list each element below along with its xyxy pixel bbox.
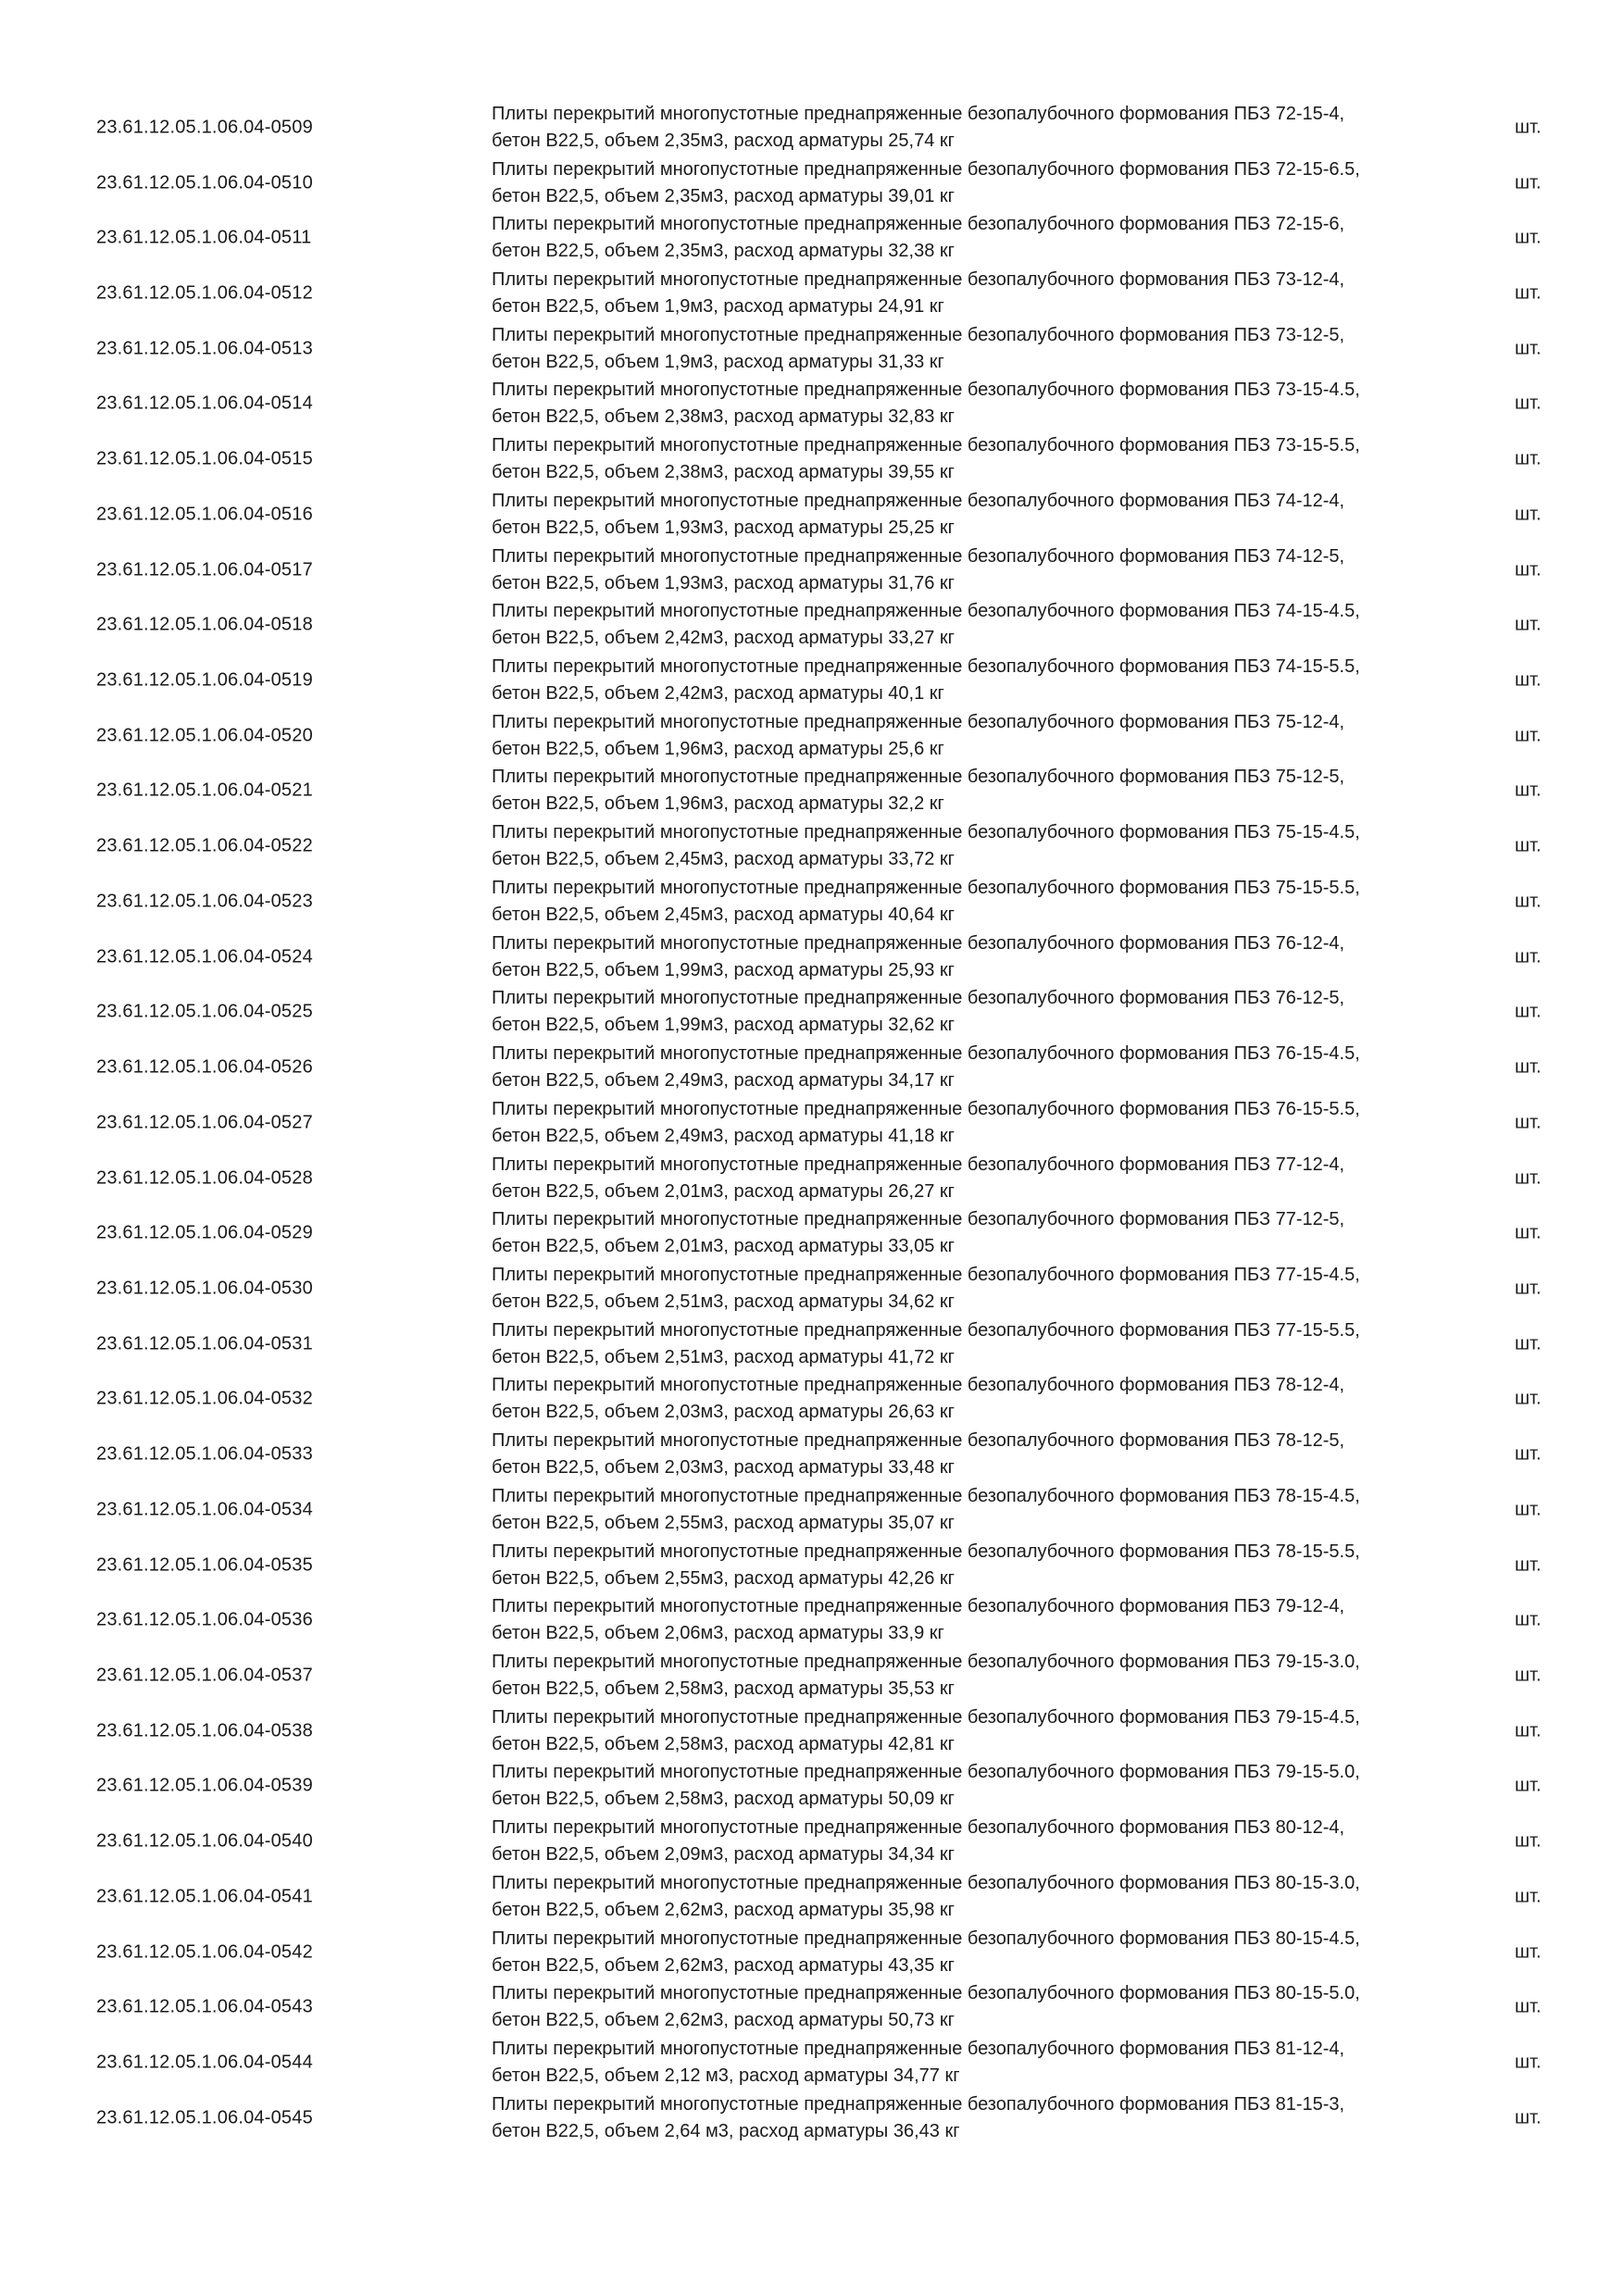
resource-description	[492, 1317, 1473, 1371]
resource-code: 23.61.12.05.1.06.04-0509	[96, 117, 313, 138]
resource-description	[492, 1428, 1473, 1481]
resource-description	[492, 1262, 1473, 1316]
resource-description	[492, 1152, 1473, 1205]
table-row	[0, 653, 1624, 708]
description-line-1: Плиты перекрытий многопустотные преднапряженные безопалубочного формования ПБЗ 73-15-4.5,	[492, 380, 1360, 401]
description-line-1: Плиты перекрытий многопустотные преднапряженные безопалубочного формования ПБЗ 74-15-4.5,	[492, 601, 1360, 622]
table-row	[0, 1648, 1624, 1703]
table-row	[0, 1814, 1624, 1869]
description-line-2: бетон В22,5, объем 2,49м3, расход арматуры 34,17 кг	[492, 1070, 955, 1092]
description-line-2: бетон В22,5, объем 2,62м3, расход арматуры 50,73 кг	[492, 2010, 955, 2031]
resource-description	[492, 2036, 1473, 2090]
description-line-1: Плиты перекрытий многопустотные преднапряженные безопалубочного формования ПБЗ 73-12-5,	[492, 324, 1345, 345]
resource-description	[492, 985, 1473, 1039]
table-row	[0, 1979, 1624, 2035]
description-line-1: Плиты перекрытий многопустотные преднапряженные безопалубочного формования ПБЗ 77-15-4.5,	[492, 1264, 1360, 1285]
description-line-1: Плиты перекрытий многопустотные преднапряженные безопалубочного формования ПБЗ 73-15-5.5,	[492, 435, 1360, 456]
description-line-2: бетон В22,5, объем 2,45м3, расход арматуры 33,72 кг	[492, 849, 955, 870]
table-row	[0, 1482, 1624, 1538]
resource-description	[492, 1041, 1473, 1094]
description-line-2: бетон В22,5, объем 2,49м3, расход арматуры 41,18 кг	[492, 1125, 955, 1146]
description-line-2: бетон В22,5, объем 2,51м3, расход арматуры 41,72 кг	[492, 1346, 955, 1367]
resource-code: 23.61.12.05.1.06.04-0519	[96, 669, 313, 691]
unit-of-measure: шт.	[1515, 1609, 1542, 1630]
unit-of-measure: шт.	[1515, 946, 1542, 967]
resource-description	[492, 1539, 1473, 1592]
description-line-1: Плиты перекрытий многопустотные преднапряженные безопалубочного формования ПБЗ 75-15-4.5,	[492, 822, 1360, 843]
table-row	[0, 2090, 1624, 2146]
description-line-2: бетон В22,5, объем 1,96м3, расход арматуры 25,6 кг	[492, 738, 944, 759]
description-line-1: Плиты перекрытий многопустотные преднапряженные безопалубочного формования ПБЗ 75-12-4,	[492, 711, 1345, 732]
table-row	[0, 1316, 1624, 1372]
resource-description	[492, 1980, 1473, 2034]
unit-of-measure: шт.	[1515, 1830, 1542, 1852]
description-line-2: бетон В22,5, объем 2,35м3, расход арматуры 39,01 кг	[492, 185, 955, 206]
unit-of-measure: шт.	[1515, 1388, 1542, 1409]
resource-code: 23.61.12.05.1.06.04-0516	[96, 504, 313, 525]
table-row	[0, 266, 1624, 321]
description-line-1: Плиты перекрытий многопустотные преднапряженные безопалубочного формования ПБЗ 80-15-3.0,	[492, 1872, 1360, 1893]
resource-code: 23.61.12.05.1.06.04-0531	[96, 1333, 313, 1354]
unit-of-measure: шт.	[1515, 1941, 1542, 1963]
price-table	[0, 100, 1624, 2146]
description-line-1: Плиты перекрытий многопустотные преднапряженные безопалубочного формования ПБЗ 80-15-4.5,	[492, 1928, 1360, 1949]
description-line-2: бетон В22,5, объем 1,93м3, расход арматуры 31,76 кг	[492, 572, 955, 593]
resource-description	[492, 1815, 1473, 1868]
resource-code: 23.61.12.05.1.06.04-0544	[96, 2052, 313, 2073]
unit-of-measure: шт.	[1515, 117, 1542, 138]
resource-code: 23.61.12.05.1.06.04-0513	[96, 338, 313, 359]
resource-code: 23.61.12.05.1.06.04-0545	[96, 2107, 313, 2128]
unit-of-measure: шт.	[1515, 1720, 1542, 1741]
resource-description	[492, 1870, 1473, 1924]
table-row	[0, 100, 1624, 156]
description-line-2: бетон В22,5, объем 1,9м3, расход арматуры 24,91 кг	[492, 296, 944, 318]
table-row	[0, 321, 1624, 377]
resource-code: 23.61.12.05.1.06.04-0542	[96, 1941, 313, 1963]
resource-code: 23.61.12.05.1.06.04-0534	[96, 1499, 313, 1520]
unit-of-measure: шт.	[1515, 780, 1542, 801]
resource-description	[492, 598, 1473, 652]
resource-code: 23.61.12.05.1.06.04-0528	[96, 1167, 313, 1189]
resource-description	[492, 1759, 1473, 1813]
resource-description	[492, 543, 1473, 597]
unit-of-measure: шт.	[1515, 1112, 1542, 1133]
unit-of-measure: шт.	[1515, 1333, 1542, 1354]
unit-of-measure: шт.	[1515, 1665, 1542, 1686]
description-line-2: бетон В22,5, объем 2,45м3, расход арматуры 40,64 кг	[492, 904, 955, 925]
description-line-1: Плиты перекрытий многопустотные преднапряженные безопалубочного формования ПБЗ 78-15-4.5,	[492, 1485, 1360, 1506]
resource-description	[492, 156, 1473, 210]
description-line-1: Плиты перекрытий многопустотные преднапряженные безопалубочного формования ПБЗ 76-15-4.5,	[492, 1043, 1360, 1065]
unit-of-measure: шт.	[1515, 559, 1542, 580]
description-line-1: Плиты перекрытий многопустотные преднапряженные безопалубочного формования ПБЗ 73-12-4,	[492, 269, 1345, 291]
description-line-1: Плиты перекрытий многопустотные преднапряженные безопалубочного формования ПБЗ 79-15-3.0,	[492, 1651, 1360, 1672]
resource-description	[492, 875, 1473, 929]
table-row	[0, 764, 1624, 819]
table-row	[0, 377, 1624, 432]
resource-code: 23.61.12.05.1.06.04-0540	[96, 1830, 313, 1852]
unit-of-measure: шт.	[1515, 1167, 1542, 1189]
resource-description	[492, 1483, 1473, 1537]
unit-of-measure: шт.	[1515, 2107, 1542, 2128]
resource-code: 23.61.12.05.1.06.04-0514	[96, 393, 313, 414]
resource-code: 23.61.12.05.1.06.04-0536	[96, 1609, 313, 1630]
table-row	[0, 1538, 1624, 1593]
resource-code: 23.61.12.05.1.06.04-0538	[96, 1720, 313, 1741]
description-line-2: бетон В22,5, объем 2,35м3, расход арматуры 32,38 кг	[492, 241, 955, 262]
description-line-1: Плиты перекрытий многопустотные преднапряженные безопалубочного формования ПБЗ 78-15-5.5,	[492, 1541, 1360, 1562]
table-row	[0, 1869, 1624, 1925]
description-line-2: бетон В22,5, объем 2,01м3, расход арматуры 33,05 кг	[492, 1236, 955, 1257]
resource-code: 23.61.12.05.1.06.04-0525	[96, 1001, 313, 1022]
unit-of-measure: шт.	[1515, 1554, 1542, 1576]
description-line-2: бетон В22,5, объем 2,55м3, расход арматуры 35,07 кг	[492, 1512, 955, 1533]
description-line-2: бетон В22,5, объем 2,06м3, расход арматуры 33,9 кг	[492, 1623, 944, 1644]
description-line-2: бетон В22,5, объем 2,42м3, расход арматуры 40,1 кг	[492, 683, 944, 705]
unit-of-measure: шт.	[1515, 172, 1542, 193]
description-line-2: бетон В22,5, объем 1,93м3, расход арматуры 25,25 кг	[492, 517, 955, 538]
table-row	[0, 1151, 1624, 1206]
unit-of-measure: шт.	[1515, 282, 1542, 304]
description-line-2: бетон В22,5, объем 1,99м3, расход арматуры 32,62 кг	[492, 1015, 955, 1036]
description-line-1: Плиты перекрытий многопустотные преднапряженные безопалубочного формования ПБЗ 80-12-4,	[492, 1817, 1345, 1839]
resource-description	[492, 1206, 1473, 1260]
table-row	[0, 1261, 1624, 1316]
table-row	[0, 156, 1624, 211]
resource-code: 23.61.12.05.1.06.04-0511	[96, 227, 312, 248]
resource-description	[492, 101, 1473, 155]
description-line-1: Плиты перекрытий многопустотные преднапряженные безопалубочного формования ПБЗ 78-12-4,	[492, 1375, 1345, 1396]
description-line-2: бетон В22,5, объем 2,62м3, расход арматуры 43,35 кг	[492, 1954, 955, 1976]
description-line-2: бетон В22,5, объем 2,01м3, расход арматуры 26,27 кг	[492, 1180, 955, 1202]
description-line-1: Плиты перекрытий многопустотные преднапряженные безопалубочного формования ПБЗ 74-12-5,	[492, 545, 1345, 567]
resource-description	[492, 1096, 1473, 1150]
description-line-2: бетон В22,5, объем 2,09м3, расход арматуры 34,34 кг	[492, 1844, 955, 1866]
description-line-2: бетон В22,5, объем 2,58м3, расход арматуры 42,81 кг	[492, 1733, 955, 1754]
resource-code: 23.61.12.05.1.06.04-0537	[96, 1665, 313, 1686]
table-row	[0, 597, 1624, 653]
resource-code: 23.61.12.05.1.06.04-0522	[96, 835, 313, 856]
description-line-1: Плиты перекрытий многопустотные преднапряженные безопалубочного формования ПБЗ 80-15-5.0,	[492, 1983, 1360, 2004]
description-line-1: Плиты перекрытий многопустотные преднапряженные безопалубочного формования ПБЗ 74-15-5.5,	[492, 656, 1360, 678]
resource-code: 23.61.12.05.1.06.04-0521	[96, 780, 313, 801]
table-row	[0, 708, 1624, 764]
table-row	[0, 1703, 1624, 1759]
resource-code: 23.61.12.05.1.06.04-0532	[96, 1388, 313, 1409]
resource-code: 23.61.12.05.1.06.04-0518	[96, 614, 313, 635]
resource-code: 23.61.12.05.1.06.04-0510	[96, 172, 313, 193]
description-line-2: бетон В22,5, объем 2,64 м3, расход арматуры 36,43 кг	[492, 2120, 960, 2141]
resource-description	[492, 764, 1473, 817]
table-row	[0, 1040, 1624, 1095]
resource-description	[492, 1372, 1473, 1426]
table-row	[0, 874, 1624, 930]
description-line-1: Плиты перекрытий многопустотные преднапряженные безопалубочного формования ПБЗ 72-15-6.5,	[492, 158, 1360, 180]
table-row	[0, 431, 1624, 487]
table-row	[0, 1205, 1624, 1261]
description-line-1: Плиты перекрытий многопустотные преднапряженные безопалубочного формования ПБЗ 77-15-5.5,	[492, 1319, 1360, 1341]
resource-code: 23.61.12.05.1.06.04-0527	[96, 1112, 313, 1133]
table-row	[0, 818, 1624, 874]
description-line-2: бетон В22,5, объем 2,62м3, расход арматуры 35,98 кг	[492, 1899, 955, 1920]
resource-code: 23.61.12.05.1.06.04-0529	[96, 1222, 313, 1243]
unit-of-measure: шт.	[1515, 1001, 1542, 1022]
resource-code: 23.61.12.05.1.06.04-0517	[96, 559, 313, 580]
unit-of-measure: шт.	[1515, 1886, 1542, 1907]
table-row	[0, 1372, 1624, 1428]
description-line-1: Плиты перекрытий многопустотные преднапряженные безопалубочного формования ПБЗ 72-15-6,	[492, 214, 1345, 235]
unit-of-measure: шт.	[1515, 725, 1542, 746]
description-line-1: Плиты перекрытий многопустотные преднапряженные безопалубочного формования ПБЗ 79-15-5.0,	[492, 1762, 1360, 1783]
resource-code: 23.61.12.05.1.06.04-0533	[96, 1443, 313, 1465]
unit-of-measure: шт.	[1515, 448, 1542, 469]
description-line-1: Плиты перекрытий многопустотные преднапряженные безопалубочного формования ПБЗ 76-12-5,	[492, 988, 1345, 1009]
resource-description	[492, 709, 1473, 763]
description-line-1: Плиты перекрытий многопустотные преднапряженные безопалубочного формования ПБЗ 81-15-3,	[492, 2093, 1345, 2115]
table-row	[0, 210, 1624, 266]
unit-of-measure: шт.	[1515, 2052, 1542, 2073]
description-line-2: бетон В22,5, объем 2,51м3, расход арматуры 34,62 кг	[492, 1291, 955, 1312]
description-line-2: бетон В22,5, объем 1,99м3, расход арматуры 25,93 кг	[492, 959, 955, 980]
resource-description	[492, 488, 1473, 542]
description-line-1: Плиты перекрытий многопустотные преднапряженные безопалубочного формования ПБЗ 77-12-4,	[492, 1154, 1345, 1175]
resource-code: 23.61.12.05.1.06.04-0515	[96, 448, 313, 469]
resource-description	[492, 322, 1473, 376]
resource-description	[492, 377, 1473, 430]
unit-of-measure: шт.	[1515, 393, 1542, 414]
resource-description	[492, 1704, 1473, 1758]
description-line-2: бетон В22,5, объем 2,38м3, расход арматуры 32,83 кг	[492, 406, 955, 428]
resource-code: 23.61.12.05.1.06.04-0512	[96, 282, 313, 304]
table-row	[0, 1759, 1624, 1815]
resource-description	[492, 930, 1473, 984]
description-line-1: Плиты перекрытий многопустотные преднапряженные безопалубочного формования ПБЗ 78-12-5,	[492, 1430, 1345, 1452]
resource-description	[492, 1593, 1473, 1647]
description-line-2: бетон В22,5, объем 1,96м3, расход арматуры 32,2 кг	[492, 793, 944, 815]
resource-description	[492, 1649, 1473, 1703]
description-line-1: Плиты перекрытий многопустотные преднапряженные безопалубочного формования ПБЗ 79-15-4.5,	[492, 1706, 1360, 1728]
table-row	[0, 1095, 1624, 1151]
resource-code: 23.61.12.05.1.06.04-0541	[96, 1886, 313, 1907]
unit-of-measure: шт.	[1515, 614, 1542, 635]
unit-of-measure: шт.	[1515, 1996, 1542, 2017]
description-line-1: Плиты перекрытий многопустотные преднапряженные безопалубочного формования ПБЗ 81-12-4,	[492, 2039, 1345, 2060]
table-row	[0, 1925, 1624, 1980]
unit-of-measure: шт.	[1515, 1499, 1542, 1520]
resource-description	[492, 819, 1473, 873]
description-line-2: бетон В22,5, объем 2,42м3, расход арматуры 33,27 кг	[492, 628, 955, 649]
description-line-1: Плиты перекрытий многопустотные преднапряженные безопалубочного формования ПБЗ 76-15-5.5,	[492, 1098, 1360, 1119]
unit-of-measure: шт.	[1515, 1056, 1542, 1078]
description-line-1: Плиты перекрытий многопустотные преднапряженные безопалубочного формования ПБЗ 77-12-5,	[492, 1209, 1345, 1230]
description-line-2: бетон В22,5, объем 2,35м3, расход арматуры 25,74 кг	[492, 130, 955, 151]
description-line-2: бетон В22,5, объем 2,03м3, расход арматуры 26,63 кг	[492, 1402, 955, 1423]
unit-of-measure: шт.	[1515, 1775, 1542, 1796]
description-line-2: бетон В22,5, объем 2,03м3, расход арматуры 33,48 кг	[492, 1457, 955, 1479]
description-line-1: Плиты перекрытий многопустотные преднапряженные безопалубочного формования ПБЗ 79-12-4,	[492, 1596, 1345, 1617]
description-line-1: Плиты перекрытий многопустотные преднапряженные безопалубочного формования ПБЗ 74-12-4,	[492, 490, 1345, 511]
table-row	[0, 1427, 1624, 1482]
resource-description	[492, 654, 1473, 707]
description-line-2: бетон В22,5, объем 2,12 м3, расход арматуры 34,77 кг	[492, 2065, 960, 2087]
resource-description	[492, 1926, 1473, 1979]
resource-code: 23.61.12.05.1.06.04-0520	[96, 725, 313, 746]
description-line-1: Плиты перекрытий многопустотные преднапряженные безопалубочного формования ПБЗ 75-15-5.5,	[492, 877, 1360, 898]
unit-of-measure: шт.	[1515, 669, 1542, 691]
table-row	[0, 985, 1624, 1041]
resource-description	[492, 2091, 1473, 2145]
table-row	[0, 930, 1624, 985]
description-line-2: бетон В22,5, объем 2,58м3, расход арматуры 50,09 кг	[492, 1789, 955, 1810]
description-line-2: бетон В22,5, объем 2,38м3, расход арматуры 39,55 кг	[492, 462, 955, 483]
table-row	[0, 543, 1624, 598]
description-line-1: Плиты перекрытий многопустотные преднапряженные безопалубочного формования ПБЗ 75-12-5,	[492, 767, 1345, 788]
unit-of-measure: шт.	[1515, 1278, 1542, 1299]
resource-code: 23.61.12.05.1.06.04-0543	[96, 1996, 313, 2017]
resource-code: 23.61.12.05.1.06.04-0539	[96, 1775, 313, 1796]
table-row	[0, 487, 1624, 543]
resource-description	[492, 267, 1473, 320]
unit-of-measure: шт.	[1515, 1222, 1542, 1243]
unit-of-measure: шт.	[1515, 504, 1542, 525]
description-line-1: Плиты перекрытий многопустотные преднапряженные безопалубочного формования ПБЗ 76-12-4,	[492, 932, 1345, 954]
unit-of-measure: шт.	[1515, 891, 1542, 912]
description-line-2: бетон В22,5, объем 1,9м3, расход арматуры 31,33 кг	[492, 351, 944, 372]
resource-description	[492, 432, 1473, 486]
description-line-1: Плиты перекрытий многопустотные преднапряженные безопалубочного формования ПБЗ 72-15-4,	[492, 103, 1345, 124]
resource-code: 23.61.12.05.1.06.04-0524	[96, 946, 313, 967]
unit-of-measure: шт.	[1515, 1443, 1542, 1465]
description-line-2: бетон В22,5, объем 2,58м3, расход арматуры 35,53 кг	[492, 1678, 955, 1699]
resource-code: 23.61.12.05.1.06.04-0530	[96, 1278, 313, 1299]
table-row	[0, 1592, 1624, 1648]
resource-code: 23.61.12.05.1.06.04-0526	[96, 1056, 313, 1078]
table-row	[0, 2035, 1624, 2090]
resource-code: 23.61.12.05.1.06.04-0535	[96, 1554, 313, 1576]
resource-description	[492, 211, 1473, 265]
description-line-2: бетон В22,5, объем 2,55м3, расход арматуры 42,26 кг	[492, 1567, 955, 1589]
unit-of-measure: шт.	[1515, 835, 1542, 856]
unit-of-measure: шт.	[1515, 338, 1542, 359]
resource-code: 23.61.12.05.1.06.04-0523	[96, 891, 313, 912]
unit-of-measure: шт.	[1515, 227, 1542, 248]
